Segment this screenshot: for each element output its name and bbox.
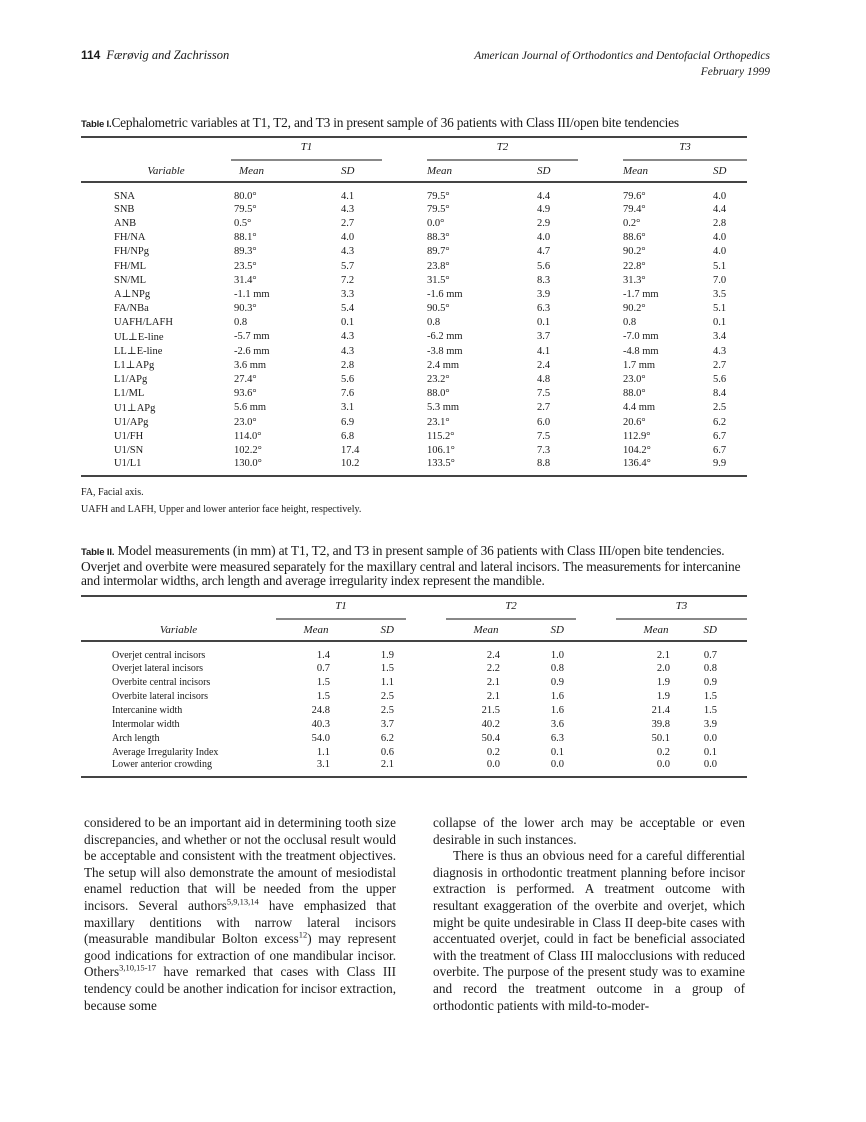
value-cell: 7.3 <box>537 444 551 456</box>
value-cell: 4.3 <box>341 203 355 215</box>
value-cell: 23.0° <box>623 374 646 386</box>
value-cell: 2.8 <box>713 217 727 229</box>
value-cell: 5.1 <box>713 260 727 272</box>
value-cell: 50.4 <box>481 732 500 744</box>
value-cell: -1.7 mm <box>623 288 659 300</box>
value-cell: 80.0° <box>234 191 257 203</box>
body-paragraph: There is thus an obvious need for a careful differential diagnosis in orthodontic treatment planning before incisor extraction is performed. A treatment outcome with resultant exaggeration of the overbite and overjet, which might be quite undesirable in Class II deep-bite cases with accentuated overjet, could in fact be beneficial associated with the treatment of Class III malocclusions with reduced overbite. The purpose of the present study was to examine and record the treatment outcome in a group of orthodontic patients with mild-to-moder- <box>433 848 745 1013</box>
citation: 5,9,13,14 <box>226 896 259 907</box>
value-cell: -3.8 mm <box>427 345 463 357</box>
table-row <box>81 316 747 330</box>
value-cell: 4.0 <box>537 232 551 244</box>
table2 <box>81 595 747 778</box>
table-row <box>81 259 747 273</box>
value-cell: -4.8 mm <box>623 345 659 357</box>
value-cell: 2.9 <box>537 217 551 229</box>
value-cell: 3.6 <box>550 718 564 730</box>
value-cell: 1.6 <box>550 704 564 716</box>
table-row <box>81 759 747 777</box>
table-row <box>81 372 747 386</box>
table2-title: Model measurements (in mm) at T1, T2, and T3 in present sample of 36 patients with Class III/open bite tendencies. Overjet and overbite were measured separately for the maxillary central and lateral incisors. The measurements for intercanine and intermolar widths, arch length and average irregularity index represent the mandible. <box>81 543 741 588</box>
table-row <box>81 273 747 287</box>
value-cell: 0.5° <box>234 217 252 229</box>
value-cell: 2.8 <box>341 359 355 371</box>
variable-cell: Overbite lateral incisors <box>112 690 209 702</box>
value-cell: 5.4 <box>341 303 355 315</box>
value-cell: 1.9 <box>656 690 670 702</box>
value-cell: 40.3 <box>311 718 330 730</box>
value-cell: 6.3 <box>537 303 551 315</box>
value-cell: 4.0 <box>713 246 727 258</box>
value-cell: 4.7 <box>537 246 551 258</box>
table-row <box>81 387 747 401</box>
value-cell: 2.1 <box>380 759 394 770</box>
table1-col-sd-t3: SD <box>713 165 727 177</box>
value-cell: 17.4 <box>341 444 360 456</box>
table2-col-mean-t3: Mean <box>643 624 669 636</box>
variable-cell: FH/NPg <box>114 246 150 258</box>
table1-col-sd-t2: SD <box>537 165 551 177</box>
value-cell: 89.3° <box>234 246 257 258</box>
table-row <box>81 731 747 745</box>
value-cell: 1.1 <box>380 676 394 688</box>
running-head-authors: Færøvig and Zachrisson <box>106 48 230 62</box>
table-row <box>81 401 747 415</box>
table1-group-t3: T3 <box>679 140 691 153</box>
table1-col-mean-t1: Mean <box>239 165 265 177</box>
value-cell: 0.0 <box>486 759 500 770</box>
value-cell: -6.2 mm <box>427 331 463 343</box>
running-head-right <box>474 48 770 80</box>
value-cell: 8.8 <box>537 457 551 469</box>
value-cell: 112.9° <box>623 430 651 442</box>
page-number: 114 <box>81 48 101 62</box>
value-cell: 40.2 <box>481 718 500 730</box>
value-cell: 0.8 <box>550 662 564 674</box>
value-cell: 4.3 <box>341 246 355 258</box>
table2-col-sd-t1: SD <box>380 624 394 636</box>
table2-col-mean-t2: Mean <box>473 624 499 636</box>
table-row <box>81 245 747 259</box>
value-cell: 0.8 <box>427 317 441 329</box>
value-cell: 0.1 <box>713 317 727 329</box>
table-row <box>81 429 747 443</box>
table1-col-sd-t1: SD <box>341 165 355 177</box>
value-cell: 5.6 <box>713 374 727 386</box>
value-cell: 50.1 <box>651 732 670 744</box>
body-column-left <box>84 815 396 1014</box>
table-row <box>81 182 747 202</box>
value-cell: 0.2 <box>656 746 670 758</box>
table2-col-variable: Variable <box>159 623 198 636</box>
table1-footnote: UAFH and LAFH, Upper and lower anterior face height, respectively. <box>81 504 362 515</box>
table-row <box>81 202 747 216</box>
body-text: have remarked that cases with Class III tendency could be another indication for incisor extraction, because some <box>84 964 396 1013</box>
value-cell: -5.7 mm <box>234 331 270 343</box>
value-cell: 3.3 <box>341 288 355 300</box>
value-cell: 5.1 <box>713 303 727 315</box>
citation: 3,10,15-17 <box>119 962 157 973</box>
value-cell: 130.0° <box>234 457 262 469</box>
value-cell: 4.3 <box>341 345 355 357</box>
value-cell: 3.9 <box>537 288 551 300</box>
value-cell: 7.0 <box>713 274 727 286</box>
value-cell: 3.5 <box>713 288 727 300</box>
value-cell: 6.0 <box>537 416 551 428</box>
value-cell: 9.9 <box>713 457 727 469</box>
value-cell: 7.6 <box>341 388 355 400</box>
value-cell: 2.7 <box>341 217 355 229</box>
body-text: considered to be an important aid in determining tooth size discrepancies, and whether or not the occlusal result would be acceptable and consistent with the treatment objectives. The setup will also demonstrate the amount of mesiodistal enamel reduction that will be needed from the upper incisors. Several authors <box>84 815 396 913</box>
variable-cell: L1⊥APg <box>114 360 155 372</box>
value-cell: 6.2 <box>380 732 394 744</box>
value-cell: 2.2 <box>486 662 500 674</box>
value-cell: 0.9 <box>550 676 564 688</box>
value-cell: 115.2° <box>427 430 455 442</box>
table-row <box>81 717 747 731</box>
value-cell: 2.5 <box>380 704 394 716</box>
variable-cell: Intercanine width <box>112 704 183 716</box>
value-cell: 88.0° <box>427 388 450 400</box>
value-cell: 4.4 <box>537 191 551 203</box>
value-cell: 79.5° <box>234 203 257 215</box>
running-head-left <box>81 48 229 63</box>
value-cell: 27.4° <box>234 374 257 386</box>
value-cell: 1.6 <box>550 690 564 702</box>
table1-group-t1: T1 <box>300 140 313 153</box>
value-cell: 90.5° <box>427 303 450 315</box>
variable-cell: A⊥NPg <box>114 289 151 301</box>
value-cell: 3.1 <box>341 402 355 414</box>
value-cell: 1.5 <box>316 690 330 702</box>
value-cell: 39.8 <box>651 718 670 730</box>
variable-cell: Arch length <box>112 732 160 744</box>
value-cell: 0.7 <box>703 650 717 661</box>
value-cell: 0.9 <box>703 676 717 688</box>
table1-header <box>81 137 747 182</box>
value-cell: 5.6 mm <box>234 402 267 414</box>
table1-col-mean-t3: Mean <box>623 165 649 177</box>
value-cell: 0.1 <box>703 746 717 758</box>
value-cell: 3.7 <box>537 331 551 343</box>
table1-body <box>81 182 747 476</box>
value-cell: 93.6° <box>234 388 257 400</box>
value-cell: 0.7 <box>316 662 330 674</box>
value-cell: 23.8° <box>427 260 450 272</box>
value-cell: 4.3 <box>341 331 355 343</box>
value-cell: 90.2° <box>623 246 646 258</box>
journal-title: American Journal of Orthodontics and Dentofacial Orthopedics <box>474 50 770 62</box>
value-cell: 4.4 <box>713 203 727 215</box>
variable-cell: U1⊥APg <box>114 402 156 414</box>
variable-cell: Overjet central incisors <box>112 650 206 661</box>
value-cell: 133.5° <box>427 457 455 469</box>
table2-col-sd-t3: SD <box>703 624 717 636</box>
value-cell: 4.4 mm <box>623 402 656 414</box>
value-cell: 88.3° <box>427 232 450 244</box>
table1-footnote: FA, Facial axis. <box>81 487 144 498</box>
value-cell: 6.3 <box>550 732 564 744</box>
value-cell: 90.2° <box>623 303 646 315</box>
value-cell: 22.8° <box>623 260 646 272</box>
value-cell: 1.5 <box>380 662 394 674</box>
table2-group-t2: T2 <box>505 599 517 612</box>
value-cell: 1.5 <box>703 704 717 716</box>
value-cell: 2.7 <box>537 402 551 414</box>
variable-cell: U1/SN <box>114 444 144 456</box>
value-cell: 102.2° <box>234 444 262 456</box>
value-cell: 79.5° <box>427 203 450 215</box>
value-cell: 23.5° <box>234 260 257 272</box>
table-row <box>81 689 747 703</box>
table2-header <box>81 596 747 641</box>
variable-cell: Intermolar width <box>112 718 180 730</box>
body-text: have emphasized that maxillary dentitions with narrow lateral incisors (measurable mandibular Bolton excess <box>84 897 397 947</box>
variable-cell: FH/ML <box>114 260 147 272</box>
value-cell: 4.0 <box>713 191 727 203</box>
body-paragraph: collapse of the lower arch may be acceptable or even desirable in such instances. <box>433 815 745 847</box>
value-cell: 5.6 <box>341 374 355 386</box>
value-cell: 2.1 <box>486 690 500 702</box>
value-cell: 1.0 <box>550 650 564 661</box>
value-cell: 6.9 <box>341 416 355 428</box>
variable-cell: Lower anterior crowding <box>112 759 212 770</box>
value-cell: 2.5 <box>380 690 394 702</box>
value-cell: 31.3° <box>623 274 646 286</box>
value-cell: 24.8 <box>311 704 330 716</box>
value-cell: 88.1° <box>234 232 257 244</box>
value-cell: 89.7° <box>427 246 450 258</box>
value-cell: 23.0° <box>234 416 257 428</box>
value-cell: 3.4 <box>713 331 727 343</box>
value-cell: 2.1 <box>486 676 500 688</box>
value-cell: 5.3 mm <box>427 402 460 414</box>
value-cell: 23.2° <box>427 374 450 386</box>
value-cell: 1.9 <box>656 676 670 688</box>
table-row <box>81 458 747 476</box>
value-cell: 31.5° <box>427 274 450 286</box>
value-cell: 1.4 <box>316 650 330 661</box>
variable-cell: SN/ML <box>114 274 147 286</box>
value-cell: 79.6° <box>623 191 646 203</box>
variable-cell: FH/NA <box>114 232 146 244</box>
value-cell: 2.4 <box>537 359 551 371</box>
table-row <box>81 302 747 316</box>
value-cell: 0.0 <box>703 759 717 770</box>
table1-label: Table I. <box>81 119 112 130</box>
value-cell: 4.9 <box>537 203 551 215</box>
table-row <box>81 661 747 675</box>
body-paragraph <box>84 815 396 1014</box>
running-head <box>81 48 770 88</box>
value-cell: 31.4° <box>234 274 257 286</box>
value-cell: 8.3 <box>537 274 551 286</box>
value-cell: 10.2 <box>341 457 360 469</box>
value-cell: 0.6 <box>380 746 394 758</box>
value-cell: 3.7 <box>380 718 394 730</box>
value-cell: 0.2° <box>623 217 641 229</box>
table-row <box>81 231 747 245</box>
value-cell: 0.0 <box>703 732 717 744</box>
value-cell: 2.5 <box>713 402 727 414</box>
table1-group-t2: T2 <box>496 140 509 153</box>
variable-cell: L1/APg <box>114 374 148 386</box>
value-cell: 79.4° <box>623 203 646 215</box>
table1 <box>81 136 747 477</box>
table-row <box>81 675 747 689</box>
table-row <box>81 443 747 457</box>
variable-cell: L1/ML <box>114 388 145 400</box>
value-cell: 4.3 <box>713 345 727 357</box>
table2-col-sd-t2: SD <box>550 624 564 636</box>
value-cell: 3.1 <box>316 759 330 770</box>
value-cell: 1.1 <box>316 746 330 758</box>
value-cell: 0.8 <box>623 317 637 329</box>
value-cell: 0.1 <box>341 317 355 329</box>
value-cell: 5.6 <box>537 260 551 272</box>
table1-col-mean-t2: Mean <box>427 165 453 177</box>
value-cell: 90.3° <box>234 303 257 315</box>
table-row <box>81 330 747 344</box>
table2-group-t1: T1 <box>335 599 347 612</box>
variable-cell: SNB <box>114 203 135 215</box>
variable-cell: Overbite central incisors <box>112 676 211 688</box>
value-cell: -2.6 mm <box>234 345 270 357</box>
body-column-right <box>433 815 745 1014</box>
table1-caption <box>81 116 747 132</box>
table2-caption <box>81 544 747 588</box>
variable-cell: Overjet lateral incisors <box>112 662 204 674</box>
value-cell: 0.2 <box>486 746 500 758</box>
value-cell: 4.0 <box>341 232 355 244</box>
table-row <box>81 641 747 661</box>
value-cell: 0.1 <box>537 317 551 329</box>
table1-title: Cephalometric variables at T1, T2, and T3 in present sample of 36 patients with Class III/open bite tendencies <box>111 115 679 130</box>
value-cell: 6.7 <box>713 430 727 442</box>
issue-date: February 1999 <box>700 66 770 78</box>
value-cell: 0.8 <box>703 662 717 674</box>
value-cell: 5.7 <box>341 260 355 272</box>
value-cell: 7.5 <box>537 388 551 400</box>
value-cell: 4.1 <box>341 191 355 203</box>
value-cell: 2.4 mm <box>427 359 460 371</box>
table-row <box>81 344 747 358</box>
value-cell: 2.0 <box>656 662 670 674</box>
value-cell: 7.2 <box>341 274 355 286</box>
variable-cell: UL⊥E-line <box>114 331 164 343</box>
variable-cell: SNA <box>114 191 136 203</box>
value-cell: 21.5 <box>481 704 500 716</box>
table2-col-mean-t1: Mean <box>303 624 329 636</box>
value-cell: 104.2° <box>623 444 651 456</box>
table-row <box>81 703 747 717</box>
value-cell: 4.0 <box>713 232 727 244</box>
variable-cell: U1/APg <box>114 416 149 428</box>
value-cell: 0.0 <box>550 759 564 770</box>
value-cell: 79.5° <box>427 191 450 203</box>
value-cell: 3.9 <box>703 718 717 730</box>
value-cell: 88.0° <box>623 388 646 400</box>
value-cell: -1.1 mm <box>234 288 270 300</box>
value-cell: 6.7 <box>713 444 727 456</box>
value-cell: -1.6 mm <box>427 288 463 300</box>
variable-cell: UAFH/LAFH <box>114 317 173 329</box>
value-cell: 23.1° <box>427 416 450 428</box>
value-cell: 4.8 <box>537 374 551 386</box>
value-cell: 106.1° <box>427 444 455 456</box>
value-cell: 88.6° <box>623 232 646 244</box>
table-row <box>81 287 747 301</box>
value-cell: 20.6° <box>623 416 646 428</box>
table2-label: Table II. <box>81 547 115 558</box>
value-cell: 7.5 <box>537 430 551 442</box>
table-row <box>81 216 747 230</box>
value-cell: 0.0° <box>427 217 445 229</box>
value-cell: 136.4° <box>623 457 651 469</box>
variable-cell: U1/FH <box>114 430 144 442</box>
value-cell: 54.0 <box>311 732 330 744</box>
citation: 12 <box>298 929 308 940</box>
value-cell: 8.4 <box>713 388 727 400</box>
value-cell: 6.2 <box>713 416 727 428</box>
table-row <box>81 745 747 759</box>
variable-cell: LL⊥E-line <box>114 346 163 358</box>
value-cell: 2.1 <box>656 650 670 661</box>
variable-cell: U1/L1 <box>114 457 142 469</box>
value-cell: 2.7 <box>713 359 727 371</box>
value-cell: 0.8 <box>234 317 248 329</box>
body-text: ) may represent good indications for extraction of one mandibular incisor. Others <box>84 931 396 980</box>
variable-cell: ANB <box>114 217 137 229</box>
table-row <box>81 415 747 429</box>
table-row <box>81 358 747 372</box>
table1-footnotes <box>81 484 361 518</box>
value-cell: 6.8 <box>341 430 355 442</box>
table1-col-variable: Variable <box>147 164 185 177</box>
value-cell: 1.7 mm <box>623 359 656 371</box>
variable-cell: Average Irregularity Index <box>112 746 219 758</box>
value-cell: 114.0° <box>234 430 262 442</box>
value-cell: 3.6 mm <box>234 359 267 371</box>
table2-body <box>81 641 747 777</box>
value-cell: 1.5 <box>316 676 330 688</box>
value-cell: 2.4 <box>486 650 500 661</box>
value-cell: -7.0 mm <box>623 331 659 343</box>
value-cell: 1.5 <box>703 690 717 702</box>
value-cell: 4.1 <box>537 345 551 357</box>
value-cell: 21.4 <box>651 704 670 716</box>
table2-group-t3: T3 <box>675 599 688 612</box>
value-cell: 0.1 <box>550 746 564 758</box>
value-cell: 0.0 <box>656 759 670 770</box>
variable-cell: FA/NBa <box>114 303 149 315</box>
value-cell: 1.9 <box>380 650 394 661</box>
